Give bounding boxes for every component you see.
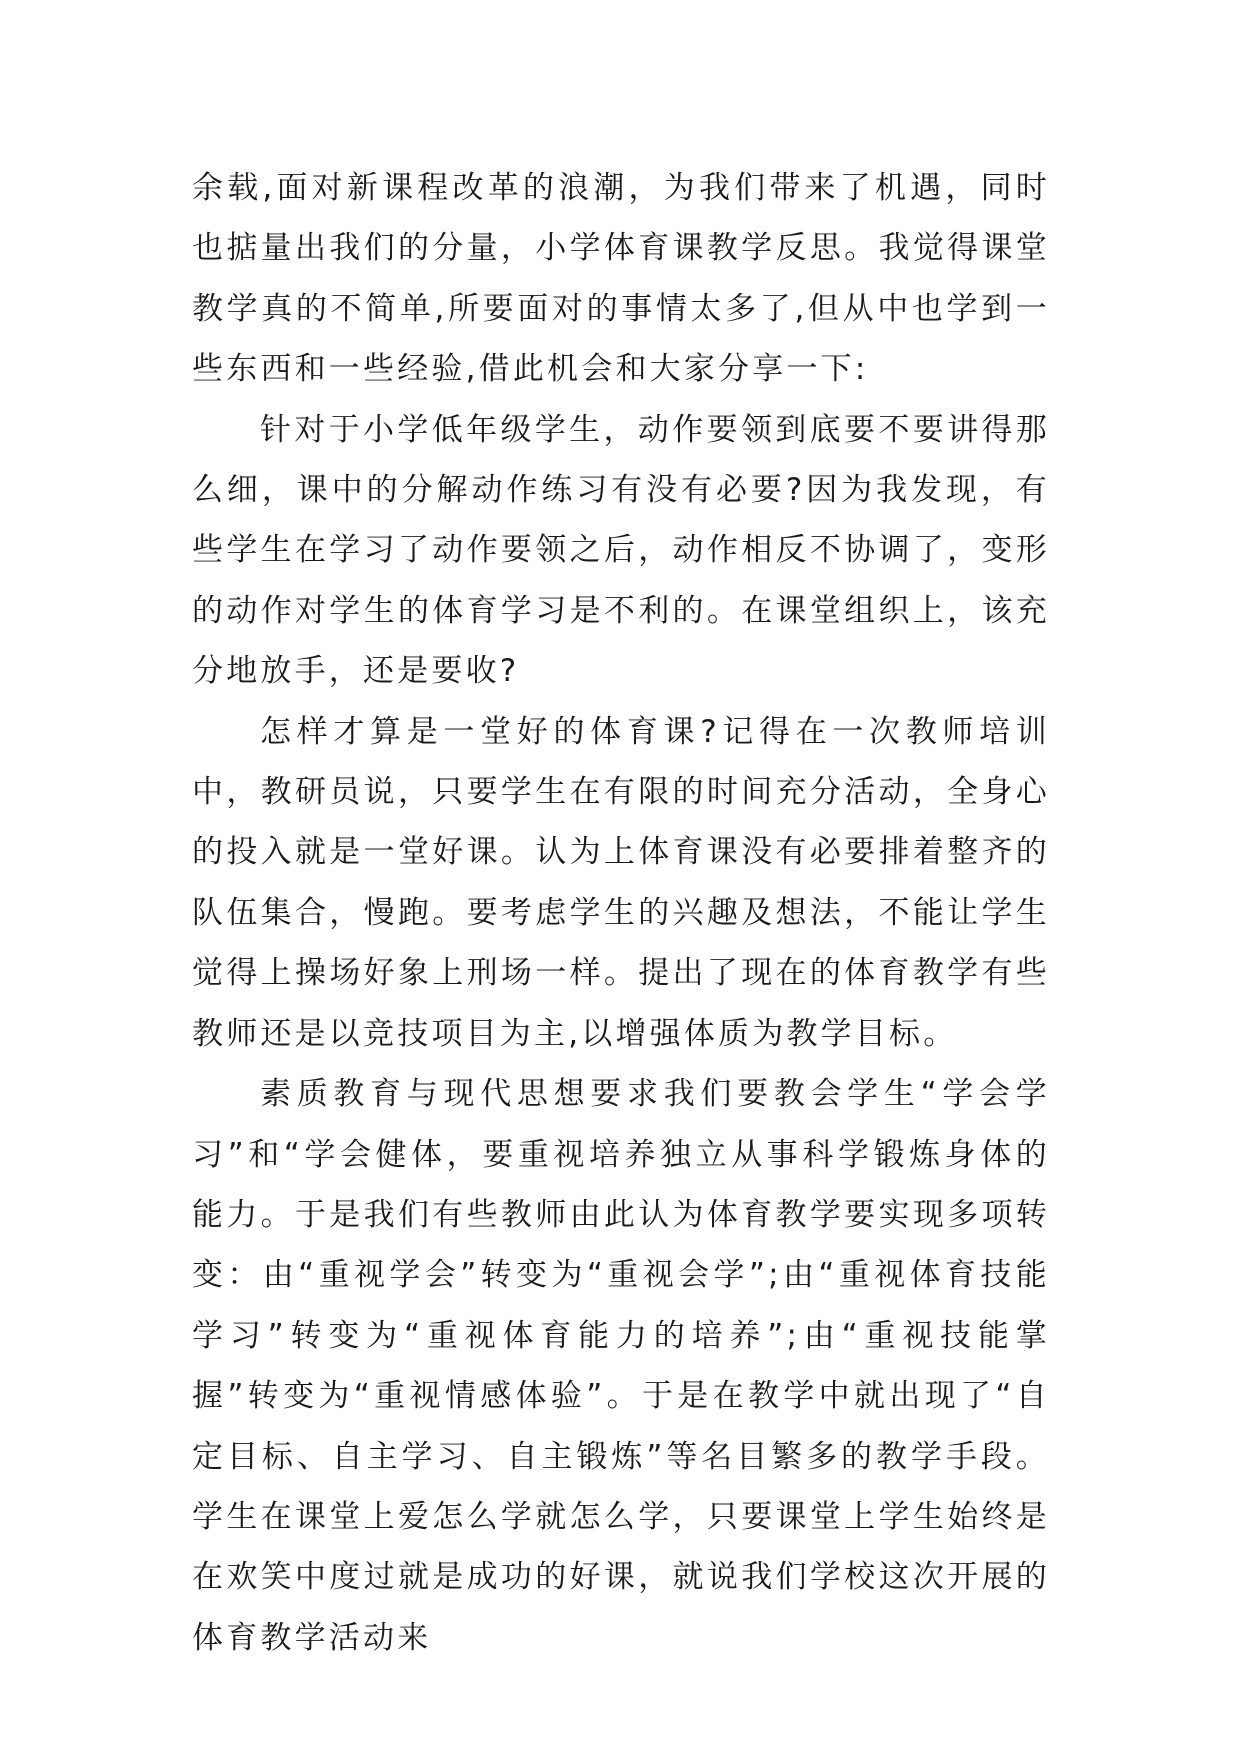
- paragraph-4: 素质教育与现代思想要求我们要教会学生“学会学习”和“学会健体，要重视培养独立从事科学锻炼身体的能力。于是我们有些教师由此认为体育教学要实现多项转变：由“重视学会”转变为“重视会学”;由“重视体育技能学习”转变为“重视体育能力的培养”;由“重视技能掌握”转变为“重视情感体验”。于是在教学中就出现了“自定目标、自主学习、自主锻炼”等名目繁多的教学手段。学生在课堂上爱怎么学就怎么学，只要课堂上学生始终是在欢笑中度过就是成功的好课，就说我们学校这次开展的体育教学活动来: [192, 1076, 1050, 1656]
- paragraph-3: 怎样才算是一堂好的体育课?记得在一次教师培训中，教研员说，只要学生在有限的时间充分活动，全身心的投入就是一堂好课。认为上体育课没有必要排着整齐的队伍集合，慢跑。要考虑学生的兴趣及想法，不能让学生觉得上操场好象上刑场一样。提出了现在的体育教学有些教师还是以竞技项目为主,以增强体质为教学目标。: [192, 713, 1050, 1052]
- paragraph-1: 余载,面对新课程改革的浪潮，为我们带来了机遇，同时也掂量出我们的分量，小学体育课教学反思。我觉得课堂教学真的不简单,所要面对的事情太多了,但从中也学到一些东西和一些经验,借此机会和大家分享一下:: [192, 170, 1050, 388]
- paragraph-2: 针对于小学低年级学生，动作要领到底要不要讲得那么细，课中的分解动作练习有没有必要?因为我发现，有些学生在学习了动作要领之后，动作相反不协调了，变形的动作对学生的体育学习是不利的。在课堂组织上，该充分地放手，还是要收?: [192, 411, 1050, 690]
- document-body: [192, 158, 1050, 1668]
